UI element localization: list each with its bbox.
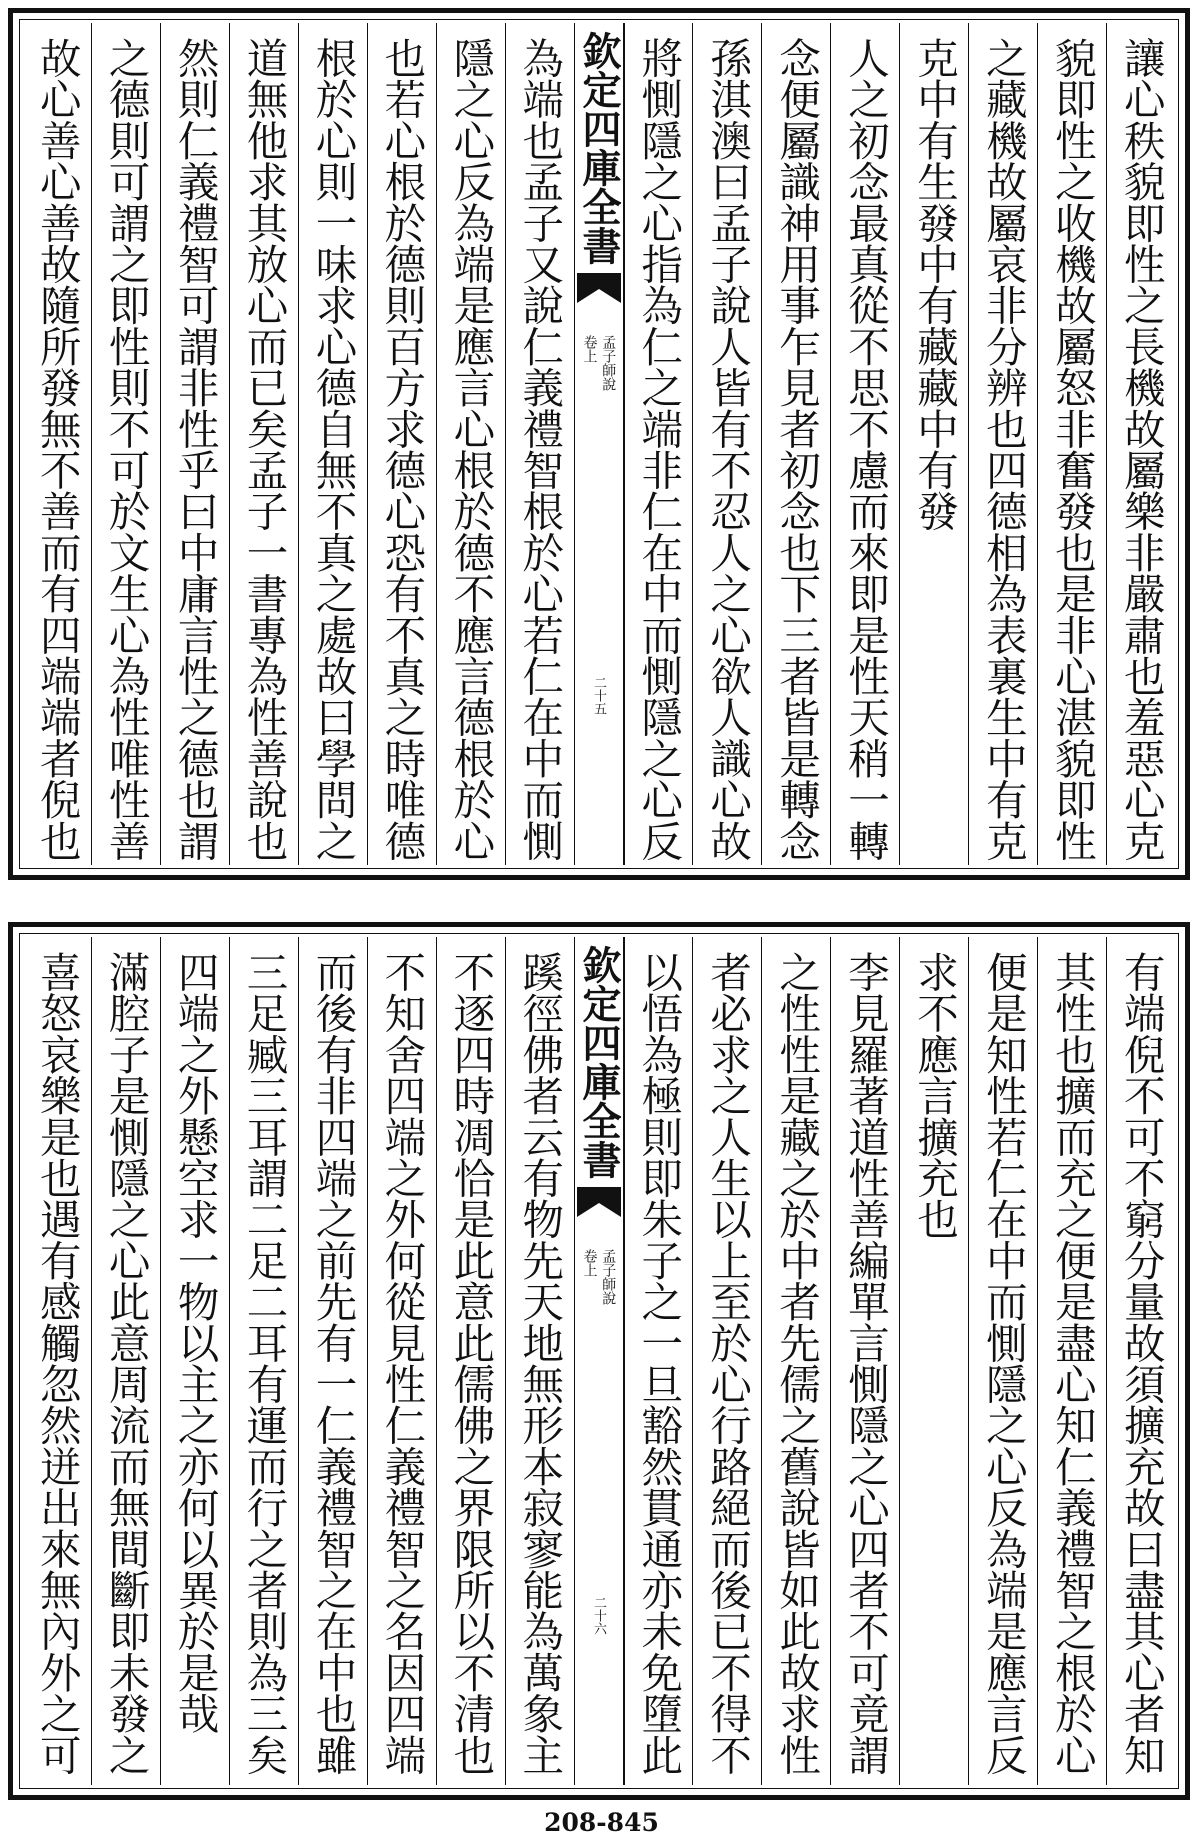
text-column bbox=[624, 937, 693, 1785]
text-column bbox=[229, 937, 298, 1785]
text-column bbox=[624, 23, 693, 865]
text-column bbox=[899, 23, 968, 865]
text-column bbox=[968, 23, 1037, 865]
text-column bbox=[505, 937, 574, 1785]
text-column-line: 人之初念最真從不思不慮而來即是性天稍一轉 bbox=[841, 37, 891, 862]
text-column-line: 有端倪不可不窮分量故須擴充故曰盡其心者知 bbox=[1116, 951, 1166, 1776]
volume-label: 卷上 bbox=[581, 335, 598, 363]
text-column bbox=[1037, 937, 1106, 1785]
text-column-line: 將惻隱之心指為仁之端非仁在中而惻隱之心反 bbox=[634, 37, 684, 862]
text-column bbox=[91, 23, 160, 865]
text-column bbox=[761, 23, 830, 865]
text-column-line: 不逐四時凋恰是此意此儒佛之界限所以不清也 bbox=[446, 951, 496, 1776]
text-column-line: 道無他求其放心而已矣孟子一書專為性善說也 bbox=[239, 37, 289, 862]
leaf-page-number: 二十六 bbox=[591, 1596, 606, 1635]
text-column-line: 然則仁義禮智可謂非性乎曰中庸言性之德也謂 bbox=[170, 37, 220, 862]
lower-half-page bbox=[8, 922, 1190, 1800]
upper-half-page bbox=[8, 8, 1190, 880]
text-column-line: 蹊徑佛者云有物先天地無形本寂寥能為萬象主 bbox=[515, 951, 565, 1776]
text-column-line: 之性性是藏之於中者先儒之舊說皆如此故求性 bbox=[772, 951, 822, 1776]
text-column bbox=[968, 937, 1037, 1785]
text-column-line: 克中有生發中有藏藏中有發 bbox=[909, 37, 959, 532]
text-column bbox=[761, 937, 830, 1785]
text-column bbox=[1106, 937, 1175, 1785]
lower-text-columns bbox=[23, 937, 1175, 1785]
text-column bbox=[160, 937, 229, 1785]
text-column bbox=[23, 937, 91, 1785]
upper-text-columns bbox=[23, 23, 1175, 865]
volume-label: 卷上 bbox=[581, 1249, 598, 1277]
text-column-line: 故心善心善故隨所發無不善而有四端端者倪也 bbox=[32, 37, 82, 862]
text-column bbox=[1037, 23, 1106, 865]
chapter-label: 孟子師說 bbox=[600, 335, 617, 391]
text-column bbox=[160, 23, 229, 865]
center-fold-strip bbox=[574, 23, 624, 865]
text-column bbox=[505, 23, 574, 865]
text-column-line: 而後有非四端之前先有一仁義禮智之在中也雖 bbox=[308, 951, 358, 1776]
fishtail-mark-icon bbox=[577, 271, 621, 305]
text-column bbox=[436, 937, 505, 1785]
fishtail-mark-icon bbox=[577, 1185, 621, 1219]
text-column-line: 也若心根於德則百方求德心恐有不真之時唯德 bbox=[377, 37, 427, 862]
text-column bbox=[692, 23, 761, 865]
leaf-page-number: 二十五 bbox=[591, 676, 606, 715]
text-column-line: 三足臧三耳謂二足二耳有運而行之者則為三矣 bbox=[239, 951, 289, 1776]
book-title: 欽定四庫全書 bbox=[576, 31, 622, 265]
text-column bbox=[229, 23, 298, 865]
text-column bbox=[91, 937, 160, 1785]
text-column-line: 讓心秩貌即性之長機故屬樂非嚴肅也羞惡心克 bbox=[1116, 37, 1166, 862]
text-column-line: 隱之心反為端是應言心根於德不應言德根於心 bbox=[446, 37, 496, 862]
text-column bbox=[298, 23, 367, 865]
header-small-labels bbox=[582, 335, 615, 865]
page-footer-number: 208-845 bbox=[544, 1808, 659, 1837]
text-column-line: 根於心則一味求心德自無不真之處故曰學問之 bbox=[308, 37, 358, 862]
text-column-line: 李見羅著道性善編單言惻隱之心四者不可竟謂 bbox=[841, 951, 891, 1776]
text-column-line: 不知舍四端之外何從見性仁義禮智之名因四端 bbox=[377, 951, 427, 1776]
text-column-line: 之藏機故屬哀非分辨也四德相為表裏生中有克 bbox=[978, 37, 1028, 862]
text-column-line: 喜怒哀樂是也遇有感觸忽然迸出來無內外之可 bbox=[32, 951, 82, 1776]
text-column-line: 求不應言擴充也 bbox=[909, 951, 959, 1240]
text-column-line: 孫淇澳曰孟子說人皆有不忍人之心欲人識心故 bbox=[703, 37, 753, 862]
text-column-line: 為端也孟子又說仁義禮智根於心若仁在中而惻 bbox=[515, 37, 565, 862]
text-column-line: 四端之外懸空求一物以主之亦何以異於是哉 bbox=[170, 951, 220, 1734]
text-column bbox=[23, 23, 91, 865]
text-column bbox=[367, 937, 436, 1785]
text-column-line: 者必求之人生以上至於心行路絕而後已不得不 bbox=[703, 951, 753, 1776]
header-small-labels bbox=[582, 1249, 615, 1785]
text-column bbox=[899, 937, 968, 1785]
text-column-line: 其性也擴而充之便是盡心知仁義禮智之根於心 bbox=[1047, 951, 1097, 1776]
text-column-line: 以悟為極則即朱子之一旦豁然貫通亦未免墮此 bbox=[634, 951, 684, 1776]
text-column bbox=[692, 937, 761, 1785]
chapter-label: 孟子師說 bbox=[600, 1249, 617, 1305]
text-column bbox=[436, 23, 505, 865]
text-column bbox=[830, 23, 899, 865]
text-column bbox=[367, 23, 436, 865]
text-column-line: 之德則可謂之即性則不可於文生心為性唯性善 bbox=[101, 37, 151, 862]
center-fold-strip bbox=[574, 937, 624, 1785]
text-column-line: 貌即性之收機故屬怒非奮發也是非心湛貌即性 bbox=[1047, 37, 1097, 862]
text-column bbox=[298, 937, 367, 1785]
book-title: 欽定四庫全書 bbox=[576, 945, 622, 1179]
text-column-line: 滿腔子是惻隱之心此意周流而無間斷即未發之 bbox=[101, 951, 151, 1776]
text-column-line: 念便屬識神用事乍見者初念也下三者皆是轉念 bbox=[772, 37, 822, 862]
text-column bbox=[1106, 23, 1175, 865]
text-column-line: 便是知性若仁在中而惻隱之心反為端是應言反 bbox=[978, 951, 1028, 1776]
text-column bbox=[830, 937, 899, 1785]
